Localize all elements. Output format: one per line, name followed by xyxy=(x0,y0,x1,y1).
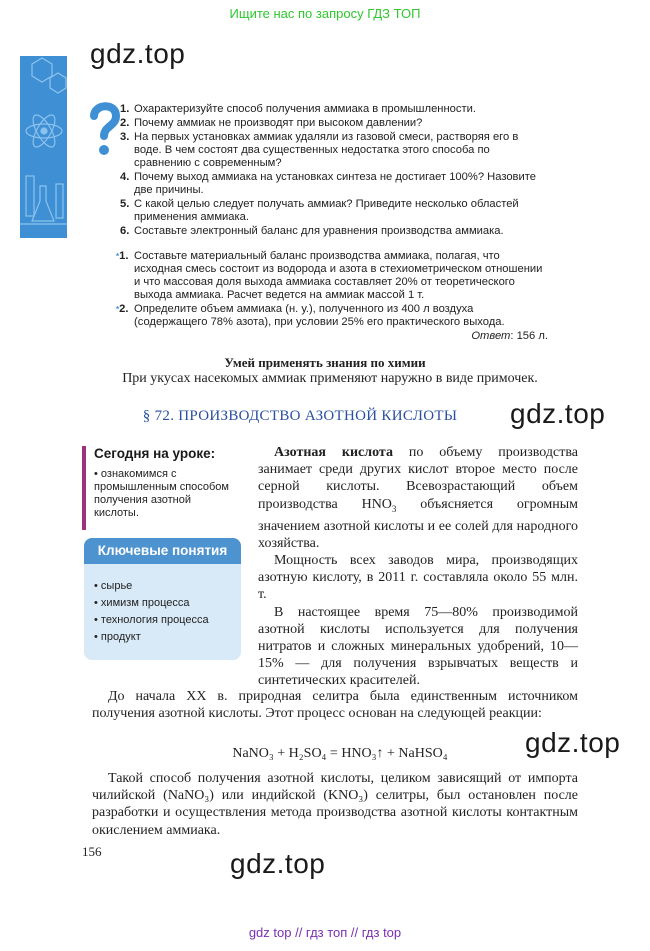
paragraph: До начала XX в. природная селитра была единственным источником получения азотной кислоты. Этот процесс основан на следующей реакции: xyxy=(92,689,578,722)
today-item: • ознакомимся с промышленным способом получения азотной кислоты. xyxy=(94,468,229,519)
watermark: gdz.top xyxy=(90,38,186,69)
paragraph: Мощность всех заводов мира, производящих азотную кислоту, в 2011 г. составляла около 55 млн. т. xyxy=(258,553,578,603)
skill-text: При укусах насекомых аммиак применяют наружно в виде примочек. xyxy=(122,371,538,386)
top-banner: Ищите нас по запросу ГДЗ ТОП xyxy=(229,6,421,21)
task-item: *2. Определите объем аммиака (н. у.), полученного из 400 л воздуха (содержащего 78% азота), при условии 25% его практического выхода. xyxy=(116,303,505,328)
key-concepts-title: Ключевые понятия xyxy=(84,538,241,564)
star-marker: * xyxy=(116,305,120,314)
question-mark-icon xyxy=(86,100,124,158)
task-item: *1. Составьте материальный баланс производства аммиака, полагая, что исходная смесь состоит из водорода и азота в стехиометрическом отношении и что массовая доля выхода аммиака составляет 20% от теоретического выхода аммиака. Расчет ведется на аммиак массой 1 т. xyxy=(116,250,543,301)
concept-item: • продукт xyxy=(94,631,141,643)
question-item: 6. Составьте электронный баланс для уравнения производства аммиака. xyxy=(120,225,504,237)
question-item: 1. Охарактеризуйте способ получения аммиака в промышленности. xyxy=(120,103,476,115)
watermark: gdz.top xyxy=(525,727,621,758)
today-title: Сегодня на уроке: xyxy=(94,446,216,461)
question-item: 2. Почему аммиак не производят при высоком давлении? xyxy=(120,117,423,129)
key-concepts-box xyxy=(84,538,241,660)
page-number: 156 xyxy=(82,844,102,859)
footer-links: gdz top // гдз топ // гдз top xyxy=(248,925,402,940)
body-text-full xyxy=(92,688,578,722)
concept-item: • сырье xyxy=(94,580,133,592)
chemistry-pattern-icon xyxy=(20,56,67,238)
question-item: 3. На первых установках аммиак удаляли из газовой смеси, растворяя его в воде. В чем состоят два существенных недостатка этого способа по сравнению с современным? xyxy=(120,131,519,169)
question-item: 5. С какой целью следует получать аммиак? Приведите несколько областей применения аммиака. xyxy=(120,198,519,223)
answer-line: Ответ: 156 л. xyxy=(471,330,548,342)
star-marker: * xyxy=(116,252,120,261)
watermark: gdz.top xyxy=(510,398,606,429)
review-questions-list xyxy=(120,103,540,239)
paragraph: Азотная кислота по объему производства занимает среди других кислот второе место после серной кислоты. Всевозрастающий объем производства $HNO_3$ объясняется огромным значением азотной кислоты и ее солей для народного хозяйства. xyxy=(258,445,578,551)
concept-item: • химизм процесса xyxy=(94,597,190,609)
equation: NaNO₃ + H₂SO₄ = HNO₃↑ + NaHSO₄ xyxy=(232,746,448,761)
decorative-sidebar xyxy=(20,56,67,238)
body-text-column xyxy=(258,444,578,690)
body-text-full xyxy=(92,770,578,839)
tasks-list xyxy=(116,250,548,330)
today-box xyxy=(82,446,241,530)
concept-item: • технология процесса xyxy=(94,614,209,626)
key-concepts-list xyxy=(94,578,209,646)
watermark: gdz.top xyxy=(230,848,326,879)
skill-heading: Умей применять знания по химии xyxy=(224,355,426,370)
paragraph: Такой способ получения азотной кислоты, целиком зависящий от импорта чилийской (NaNO₃) или индийской (KNO₃) селитры, был остановлен после разработки и осуществления метода производства азотной кислоты контактным окислением аммиака. xyxy=(92,771,578,838)
paragraph: В настоящее время 75—80% производимой азотной кислоты используется для получения нитратов и сложных минеральных удобрений, 10—15% — для получения взрывчатых веществ и синтетических красителей. xyxy=(258,604,578,689)
question-item: 4. Почему выход аммиака на установках синтеза не достигает 100%? Назовите две причины. xyxy=(120,171,536,196)
section-title: § 72. ПРОИЗВОДСТВО АЗОТНОЙ КИСЛОТЫ xyxy=(142,408,458,424)
